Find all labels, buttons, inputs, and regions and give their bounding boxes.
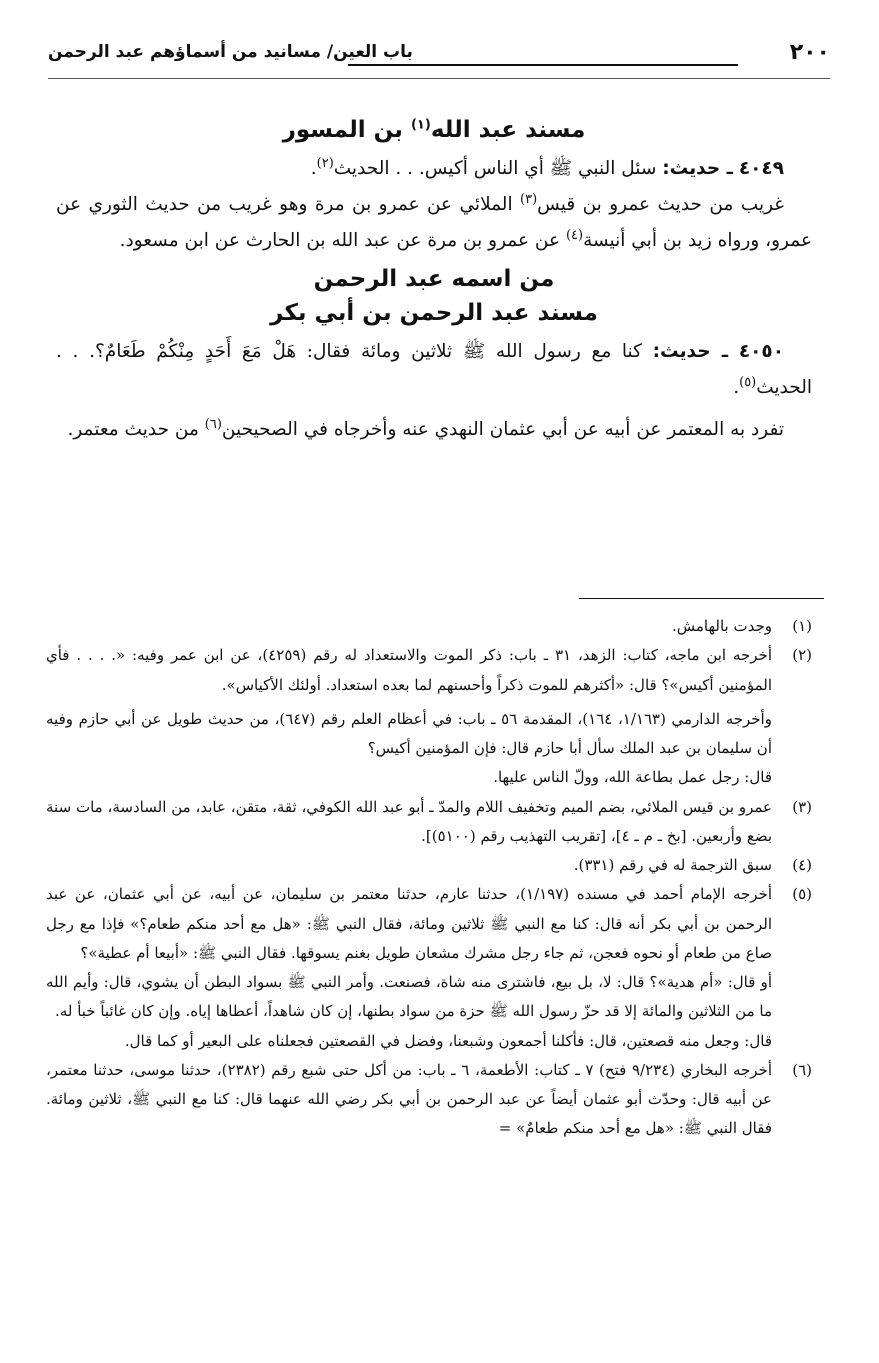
hadith-label: ـ حديث: bbox=[652, 341, 729, 363]
footnote-ref: (١) bbox=[410, 117, 431, 133]
footnote bbox=[46, 880, 812, 1056]
header-dash-line bbox=[348, 64, 738, 66]
footnote-number: (٤) bbox=[792, 856, 812, 874]
heading-text: بن المسور bbox=[282, 117, 403, 143]
footnote-text: قال: رجل عمل بطاعة الله، وولّ الناس عليها. bbox=[493, 768, 772, 787]
hadith-text: كنا مع رسول الله ﷺ ثلاثين ومائة فقال: هَلْ مَعَ أَحَدٍ مِنْكُمْ طَعَامٌ؟. . . الحديث bbox=[56, 341, 812, 399]
hadith-number: ٤٠٤٩ bbox=[738, 157, 784, 179]
running-title: باب العين/ مسانيد من أسماؤهم عبد الرحمن bbox=[48, 42, 413, 62]
commentary-paragraph bbox=[56, 412, 812, 448]
hadith-entry bbox=[56, 334, 812, 406]
header-rule bbox=[48, 78, 830, 79]
footnotes bbox=[46, 612, 812, 1144]
hadith-label: ـ حديث: bbox=[662, 157, 733, 179]
footnote-number: (٣) bbox=[792, 797, 812, 816]
running-header bbox=[48, 40, 830, 76]
footnote-number: (١) bbox=[792, 617, 812, 635]
main-text bbox=[56, 110, 812, 449]
page-number: ٢٠٠ bbox=[789, 40, 830, 65]
paragraph-text: من حديث معتمر. bbox=[67, 419, 199, 441]
footnote-ref: (٣) bbox=[520, 192, 538, 208]
footnote-text: أخرجه الإمام أحمد في مسنده (١/١٩٧)، حدثنا عارم، حدثنا معتمر بن سليمان، عن أبيه، عن أبي عثمان، عن عبد الرحمن بن أبي بكر أنه قال: كنا مع النبي ﷺ ثلاثين ومائة، فقال النبي ﷺ: «هل مع أحد منكم طعام؟» فإذا مع رجل صاع من طعام أو نحوه فعجن، ثم جاء رجل مشرك مشعان طويل بغنم يسوقها. فقال النبي ﷺ: «أبيعا أم عطية»؟ bbox=[46, 885, 772, 962]
footnote-ref: (٦) bbox=[204, 417, 222, 433]
footnote bbox=[46, 612, 812, 641]
footnote-ref: (٥) bbox=[739, 375, 757, 391]
footnote-number: (٦) bbox=[792, 1060, 812, 1079]
section-heading-abdullah bbox=[56, 112, 812, 149]
hadith-end: . bbox=[733, 377, 740, 399]
paragraph-text: غريب من حديث عمرو بن قيس bbox=[537, 194, 784, 216]
footnote bbox=[46, 641, 812, 792]
hadith-entry bbox=[56, 151, 812, 187]
footnote-number: (٢) bbox=[792, 646, 812, 665]
footnote-text: وأخرجه الدارمي (١/١٦٣، ١٦٤)، المقدمة ٥٦ ـ باب: في أعظام العلم رقم (٦٤٧)، من حديث طويل عن أبي حازم وفيه أن سليمان بن عبد الملك سأل أبا حازم قال: فإن المؤمنين أكيس؟ bbox=[46, 709, 772, 757]
footnote-text: أخرجه البخاري (٩/٢٣٤ فتح) ٧ ـ كتاب: الأطعمة، ٦ ـ باب: من أكل حتى شبع رقم (٢٣٨٢)، حدثنا موسى، حدثنا معتمر، عن أبيه قال: وحدّث أبو عثمان أيضاً عن عبد الرحمن بن أبي بكر رضي الله عنهما قال: كنا مع النبي ﷺ، ثلاثين ومائة. فقال النبي ﷺ: «هل مع أحد منكم طعامٌ» = bbox=[46, 1060, 772, 1138]
footnote-text: عمرو بن قيس الملائي، بضم الميم وتخفيف اللام والمدّ ـ أبو عبد الله الكوفي، ثقة، متقن، عابد، من السادسة، مات سنة بضع وأربعين. [بخ ـ م ـ ٤]، [تقريب التهذيب رقم (٥١٠٠)]. bbox=[46, 797, 772, 845]
footnote-text: أخرجه ابن ماجه، كتاب: الزهد، ٣١ ـ باب: ذكر الموت والاستعداد له رقم (٤٢٥٩)، عن ابن عمر وفيه: «. . . . فأي المؤمنين أكيس»؟ قال: «أكثرهم للموت ذكراً وأحسنهم لما بعده استعداد. أولئك الأكياس». bbox=[46, 646, 772, 694]
hadith-end: . bbox=[310, 157, 317, 179]
footnote-separator bbox=[579, 598, 824, 599]
footnote-text: سبق الترجمة له في رقم (٣٣١). bbox=[573, 856, 772, 874]
heading-text: من اسمه عبد الرحمن bbox=[313, 266, 555, 293]
paragraph-text: تفرد به المعتمر عن أبيه عن أبي عثمان النهدي عنه وأخرجاه في الصحيحين bbox=[221, 419, 784, 441]
footnote-text: قال: وجعل منه قصعتين، قال: فأكلنا أجمعون وشبعنا، وفضل في القصعتين فجعلناه على البعير أو كما قال. bbox=[124, 1031, 772, 1050]
footnote bbox=[46, 1056, 812, 1144]
footnote-number: (٥) bbox=[792, 885, 812, 904]
heading-text: مسند عبد الرحمن بن أبي بكر bbox=[270, 299, 598, 326]
footnote bbox=[46, 793, 812, 852]
footnote-text: أو قال: «أم هدية»؟ قال: لا، بل بيع، فاشترى منه شاة، فصنعت. وأمر النبي ﷺ بسواد البطن أن يشوي، قال: وأيم الله ما من الثلاثين والمائة إلا قد حزّ رسول الله ﷺ حزة من سواد بطنها، إن كان شاهداً، أعطاها إياه. وإن كان غائباً خبأ له. bbox=[46, 973, 772, 1021]
paragraph-text: عن عمرو بن مرة عن عبد الله بن الحارث عن ابن مسعود. bbox=[119, 230, 561, 252]
section-heading-abdulrahman bbox=[56, 263, 812, 330]
footnote-ref: (٢) bbox=[316, 155, 334, 171]
footnote-ref: (٤) bbox=[565, 228, 584, 244]
footnote bbox=[46, 851, 812, 880]
commentary-paragraph bbox=[56, 187, 812, 259]
heading-text: مسند عبد الله bbox=[430, 117, 586, 143]
footnote-text: وجدت بالهامش. bbox=[671, 617, 772, 635]
hadith-text: سئل النبي ﷺ أي الناس أكيس. . . الحديث bbox=[333, 157, 657, 179]
hadith-number: ٤٠٥٠ bbox=[738, 341, 784, 363]
paragraph-text: الملائي عن عمرو بن مرة وهو غريب من حديث الثوري عن عمرو، ورواه زيد بن أبي أنيسة bbox=[56, 194, 812, 252]
